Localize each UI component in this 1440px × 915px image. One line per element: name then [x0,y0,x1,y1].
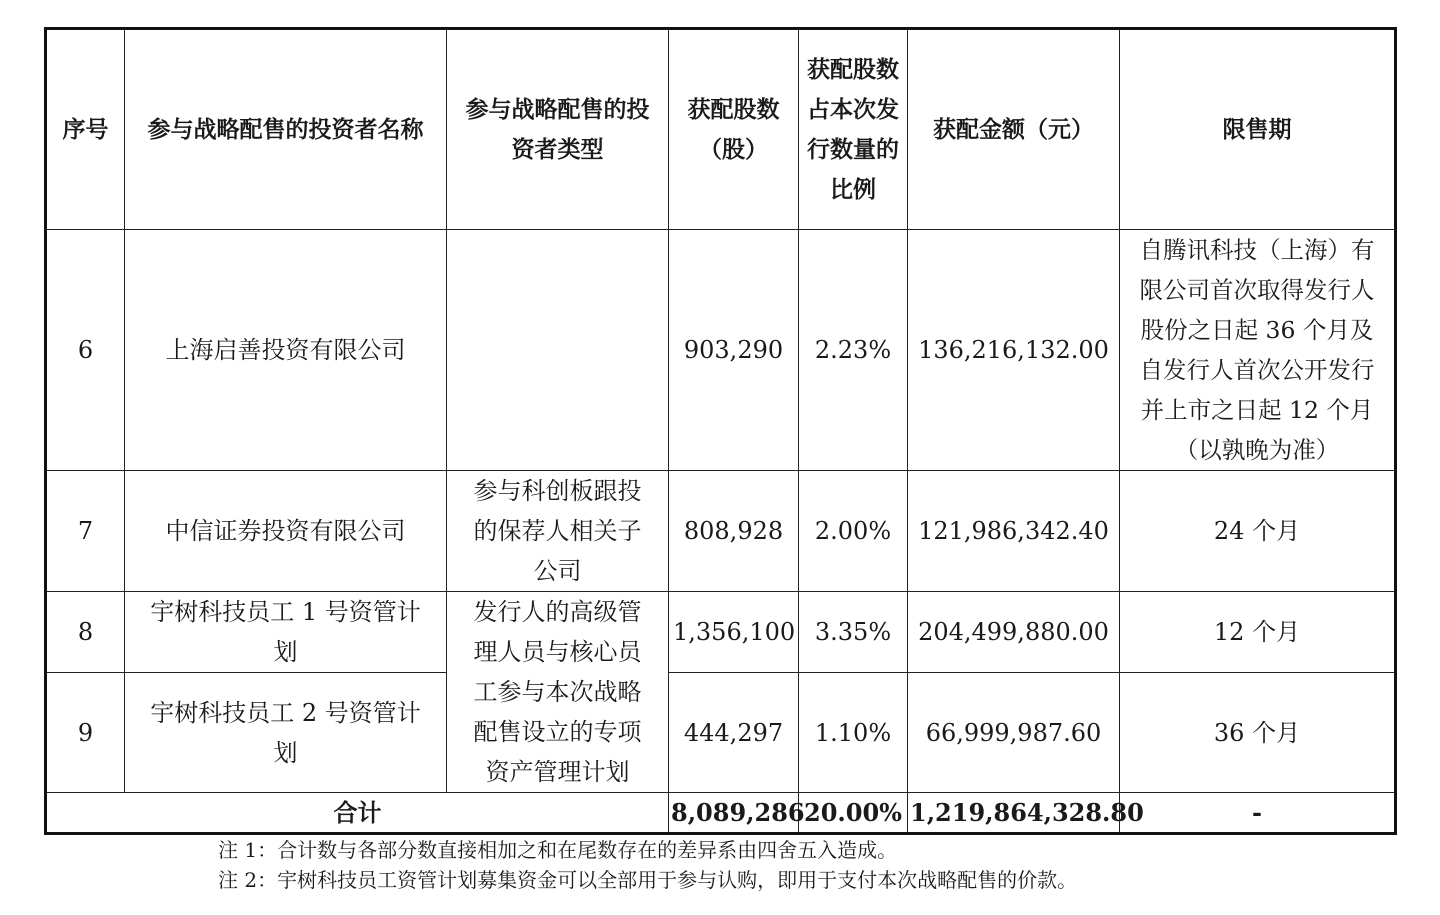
cell-ratio: 2.00% [799,471,908,592]
cell-lockup: 24 个月 [1120,471,1396,592]
note-2: 注 2：宇树科技员工资管计划募集资金可以全部用于参与认购，即用于支付本次战略配售的价款。 [218,868,1078,892]
table-notes [218,835,1398,895]
header-investor-type: 参与战略配售的投资者类型 [447,29,669,230]
cell-lockup: 36 个月 [1120,673,1396,793]
cell-investor-name: 宇树科技员工 1 号资管计划 [125,592,447,673]
cell-amount: 66,999,987.60 [908,673,1120,793]
table-row [46,673,1396,793]
table-row [46,471,1396,592]
cell-lockup: 12 个月 [1120,592,1396,673]
table-row [46,592,1396,673]
cell-shares: 444,297 [669,673,799,793]
strategic-placement-table [44,27,1397,835]
header-allocated-shares: 获配股数（股） [669,29,799,230]
total-shares: 8,089,286 [669,793,799,834]
cell-seq: 9 [46,673,125,793]
cell-amount: 121,986,342.40 [908,471,1120,592]
cell-lockup: 自腾讯科技（上海）有限公司首次取得发行人股份之日起 36 个月及自发行人首次公开发行并上市之日起 12 个月（以孰晚为准） [1120,230,1396,471]
cell-seq: 8 [46,592,125,673]
cell-seq: 6 [46,230,125,471]
header-allocation-ratio: 获配股数占本次发行数量的比例 [799,29,908,230]
header-allocated-amount: 获配金额（元） [908,29,1120,230]
cell-shares: 1,356,100 [669,592,799,673]
table-header-row [46,29,1396,230]
cell-amount: 204,499,880.00 [908,592,1120,673]
table-row [46,230,1396,471]
cell-investor-name: 上海启善投资有限公司 [125,230,447,471]
cell-amount: 136,216,132.00 [908,230,1120,471]
cell-ratio: 1.10% [799,673,908,793]
cell-investor-type: 发行人的高级管理人员与核心员工参与本次战略配售设立的专项资产管理计划 [447,592,669,793]
cell-investor-name: 中信证券投资有限公司 [125,471,447,592]
cell-ratio: 2.23% [799,230,908,471]
cell-shares: 903,290 [669,230,799,471]
cell-seq: 7 [46,471,125,592]
total-lockup: - [1120,793,1396,834]
cell-shares: 808,928 [669,471,799,592]
table-total-row [46,793,1396,834]
total-amount: 1,219,864,328.80 [908,793,1120,834]
note-1: 注 1：合计数与各部分数直接相加之和在尾数存在的差异系由四舍五入造成。 [218,838,898,862]
header-lockup-period: 限售期 [1120,29,1396,230]
cell-investor-name: 宇树科技员工 2 号资管计划 [125,673,447,793]
header-investor-name: 参与战略配售的投资者名称 [125,29,447,230]
cell-investor-type: 参与科创板跟投的保荐人相关子公司 [447,471,669,592]
total-ratio: 20.00% [799,793,908,834]
total-label: 合计 [46,793,669,834]
cell-investor-type [447,230,669,471]
header-seq: 序号 [46,29,125,230]
cell-ratio: 3.35% [799,592,908,673]
